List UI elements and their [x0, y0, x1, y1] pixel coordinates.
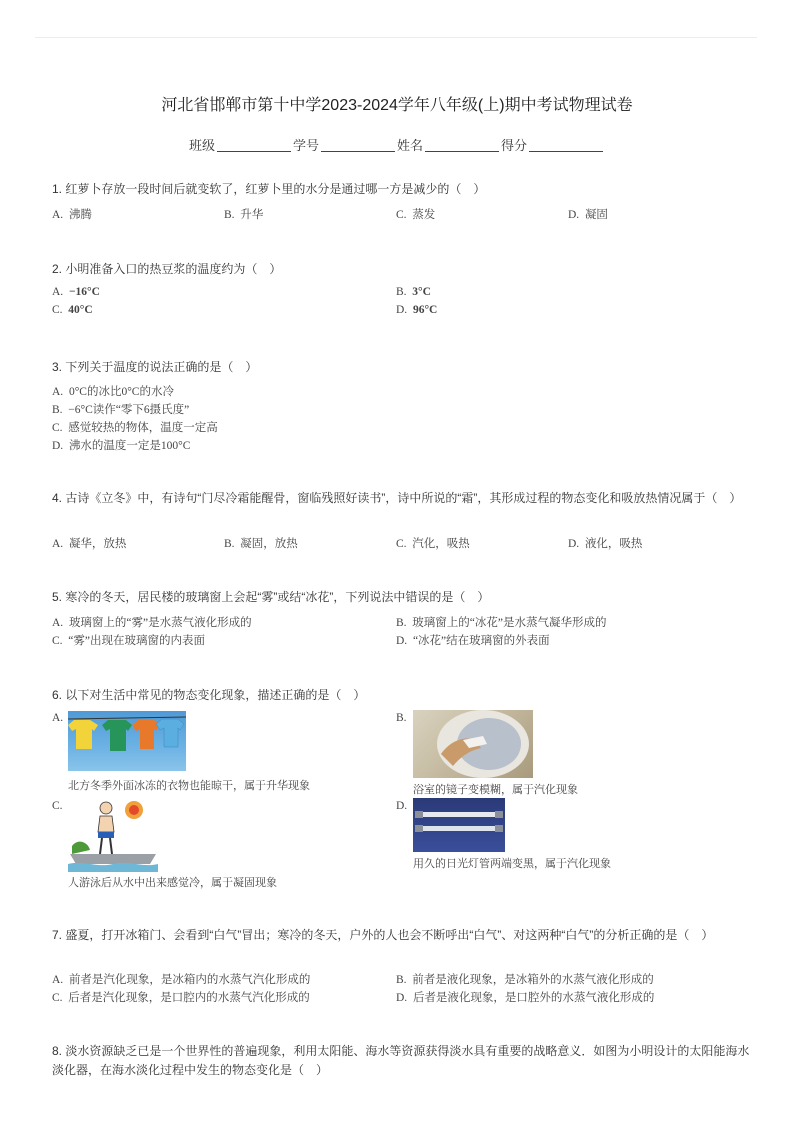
number-label: 学号: [292, 138, 319, 153]
option-text: 后者是液化现象，是口腔外的水蒸气液化形成的: [412, 992, 655, 1004]
option-text: 前者是液化现象，是冰箱外的水蒸气液化形成的: [412, 974, 654, 986]
top-divider: [35, 37, 757, 38]
student-info-line: [0, 135, 794, 154]
q2-option-d[interactable]: [396, 304, 437, 316]
option-text: 凝华，放热: [68, 538, 127, 550]
option-letter: C.: [396, 538, 407, 550]
option-letter: A.: [52, 209, 64, 221]
option-text: “冰花”结在玻璃窗的外表面: [412, 635, 550, 647]
option-letter: D.: [396, 304, 408, 316]
q6-option-c-caption: 人游泳后从水中出来感觉冷，属于凝固现象: [68, 877, 277, 889]
q6-option-b-caption: 浴室的镜子变模糊，属于汽化现象: [413, 784, 578, 796]
q6-option-c-letter[interactable]: C.: [52, 800, 63, 812]
q6-option-a-letter[interactable]: A.: [52, 712, 64, 724]
q4-option-d[interactable]: [568, 535, 642, 551]
q5-option-a[interactable]: [52, 614, 252, 630]
foggy-mirror-image: [413, 710, 533, 778]
class-label: 班级: [188, 138, 215, 153]
q3-option-b[interactable]: [52, 401, 189, 417]
swimmer-image: [68, 798, 158, 872]
option-text: 玻璃窗上的“冰花”是水蒸气凝华形成的: [412, 617, 607, 629]
score-blank[interactable]: [529, 139, 603, 152]
name-blank[interactable]: [425, 139, 499, 152]
q5-option-d[interactable]: [396, 632, 550, 648]
q4-option-a[interactable]: [52, 535, 126, 551]
option-letter: A.: [52, 386, 64, 398]
option-text: 前者是汽化现象，是冰箱内的水蒸气汽化形成的: [68, 974, 311, 986]
question-2-stem: 2. 小明准备入口的热豆浆的温度约为（ ）: [52, 262, 282, 276]
option-text: “雾”出现在玻璃窗的内表面: [68, 635, 206, 647]
option-text: 0°C的冰比0°C的水冷: [68, 386, 174, 398]
q4-option-c[interactable]: [396, 535, 470, 551]
option-letter: B.: [52, 404, 63, 416]
frozen-clothes-image: [68, 711, 186, 771]
q2-option-c[interactable]: [52, 304, 93, 316]
q6-option-a-caption: 北方冬季外面冰冻的衣物也能晾干，属于升华现象: [68, 780, 310, 792]
question-3-stem: 3. 下列关于温度的说法正确的是（ ）: [52, 360, 258, 374]
option-letter: B.: [396, 617, 407, 629]
option-letter: C.: [52, 635, 63, 647]
q7-option-b[interactable]: [396, 971, 654, 987]
q6-option-d-caption: 用久的日光灯管两端变黑，属于汽化现象: [413, 858, 611, 870]
option-letter: D.: [396, 992, 408, 1004]
question-8-stem: 8. 淡水资源缺乏已是一个世界性的普遍现象，利用太阳能、海水等资源获得淡水具有重要的战略意义．如图为小明设计的太阳能海水淡化器，在海水淡化过程中发生的物态变化是（ ）: [52, 1044, 750, 1077]
question-5-stem: 5. 寒冷的冬天，居民楼的玻璃窗上会起“雾”或结“冰花”，下列说法中错误的是（ ）: [52, 590, 490, 604]
question-4-stem: 4. 古诗《立冬》中，有诗句“门尽冷霜能醒骨，窗临残照好读书”，诗中所说的“霜”，其形成过程的物态变化和吸放热情况属于（ ）: [52, 491, 742, 505]
option-text: 汽化，吸热: [412, 538, 470, 550]
option-letter: D.: [568, 209, 580, 221]
option-letter: C.: [52, 992, 63, 1004]
option-text: −16°C: [68, 286, 100, 298]
option-letter: D.: [568, 538, 580, 550]
option-text: 96°C: [412, 304, 438, 316]
q3-option-d[interactable]: [52, 437, 190, 453]
number-blank[interactable]: [321, 139, 395, 152]
q1-option-d[interactable]: [568, 206, 608, 222]
option-letter: A.: [52, 538, 64, 550]
option-text: 感觉较热的物体，温度一定高: [68, 422, 218, 434]
option-text: 蒸发: [412, 209, 436, 221]
q7-option-c[interactable]: [52, 989, 310, 1005]
option-text: 沸水的温度一定是100°C: [68, 440, 191, 452]
option-letter: A.: [52, 286, 64, 298]
option-text: −6°C读作“零下6摄氏度”: [68, 404, 190, 416]
option-letter: B.: [396, 286, 407, 298]
q6-option-b-letter[interactable]: B.: [396, 712, 407, 724]
option-text: 40°C: [68, 304, 93, 316]
option-letter: D.: [52, 440, 64, 452]
question-1-stem: 1. 红萝卜存放一段时间后就变软了，红萝卜里的水分是通过哪一方是减少的（ ）: [52, 182, 486, 196]
option-text: 后者是汽化现象，是口腔内的水蒸气汽化形成的: [68, 992, 310, 1004]
option-text: 凝固，放热: [240, 538, 298, 550]
option-text: 液化，吸热: [584, 538, 643, 550]
score-label: 得分: [501, 138, 528, 153]
q1-option-a[interactable]: [52, 206, 92, 222]
option-letter: D.: [396, 635, 408, 647]
name-label: 姓名: [397, 138, 424, 153]
option-text: 凝固: [584, 209, 608, 221]
exam-title: 河北省邯郸市第十中学2023-2024学年八年级(上)期中考试物理试卷: [161, 97, 633, 114]
q4-option-b[interactable]: [224, 535, 298, 551]
option-letter: A.: [52, 617, 64, 629]
option-text: 玻璃窗上的“雾”是水蒸气液化形成的: [68, 617, 252, 629]
q3-option-c[interactable]: [52, 419, 218, 435]
q6-option-d-letter[interactable]: D.: [396, 800, 408, 812]
option-letter: C.: [52, 304, 63, 316]
fluorescent-tube-image: [413, 798, 505, 852]
option-letter: B.: [396, 974, 407, 986]
q2-option-b[interactable]: [396, 286, 431, 298]
option-letter: A.: [52, 974, 64, 986]
q5-option-b[interactable]: [396, 614, 607, 630]
option-letter: C.: [396, 209, 407, 221]
option-text: 升华: [240, 209, 264, 221]
option-text: 沸腾: [68, 209, 92, 221]
option-text: 3°C: [412, 286, 431, 298]
q5-option-c[interactable]: [52, 632, 205, 648]
option-letter: C.: [52, 422, 63, 434]
question-6-stem: 6. 以下对生活中常见的物态变化现象，描述正确的是（ ）: [52, 688, 366, 702]
class-blank[interactable]: [217, 139, 291, 152]
option-letter: B.: [224, 209, 235, 221]
option-letter: B.: [224, 538, 235, 550]
q1-option-b[interactable]: [224, 206, 263, 222]
q1-option-c[interactable]: [396, 206, 435, 222]
q2-option-a[interactable]: [52, 286, 100, 298]
q3-option-a[interactable]: [52, 383, 174, 399]
question-7-stem: 7. 盛夏，打开冰箱门、会看到“白气”冒出；寒冷的冬天，户外的人也会不断呼出“白气”、对这两种“白气”的分析正确的是（ ）: [52, 928, 714, 942]
q7-option-d[interactable]: [396, 989, 654, 1005]
q7-option-a[interactable]: [52, 971, 310, 987]
